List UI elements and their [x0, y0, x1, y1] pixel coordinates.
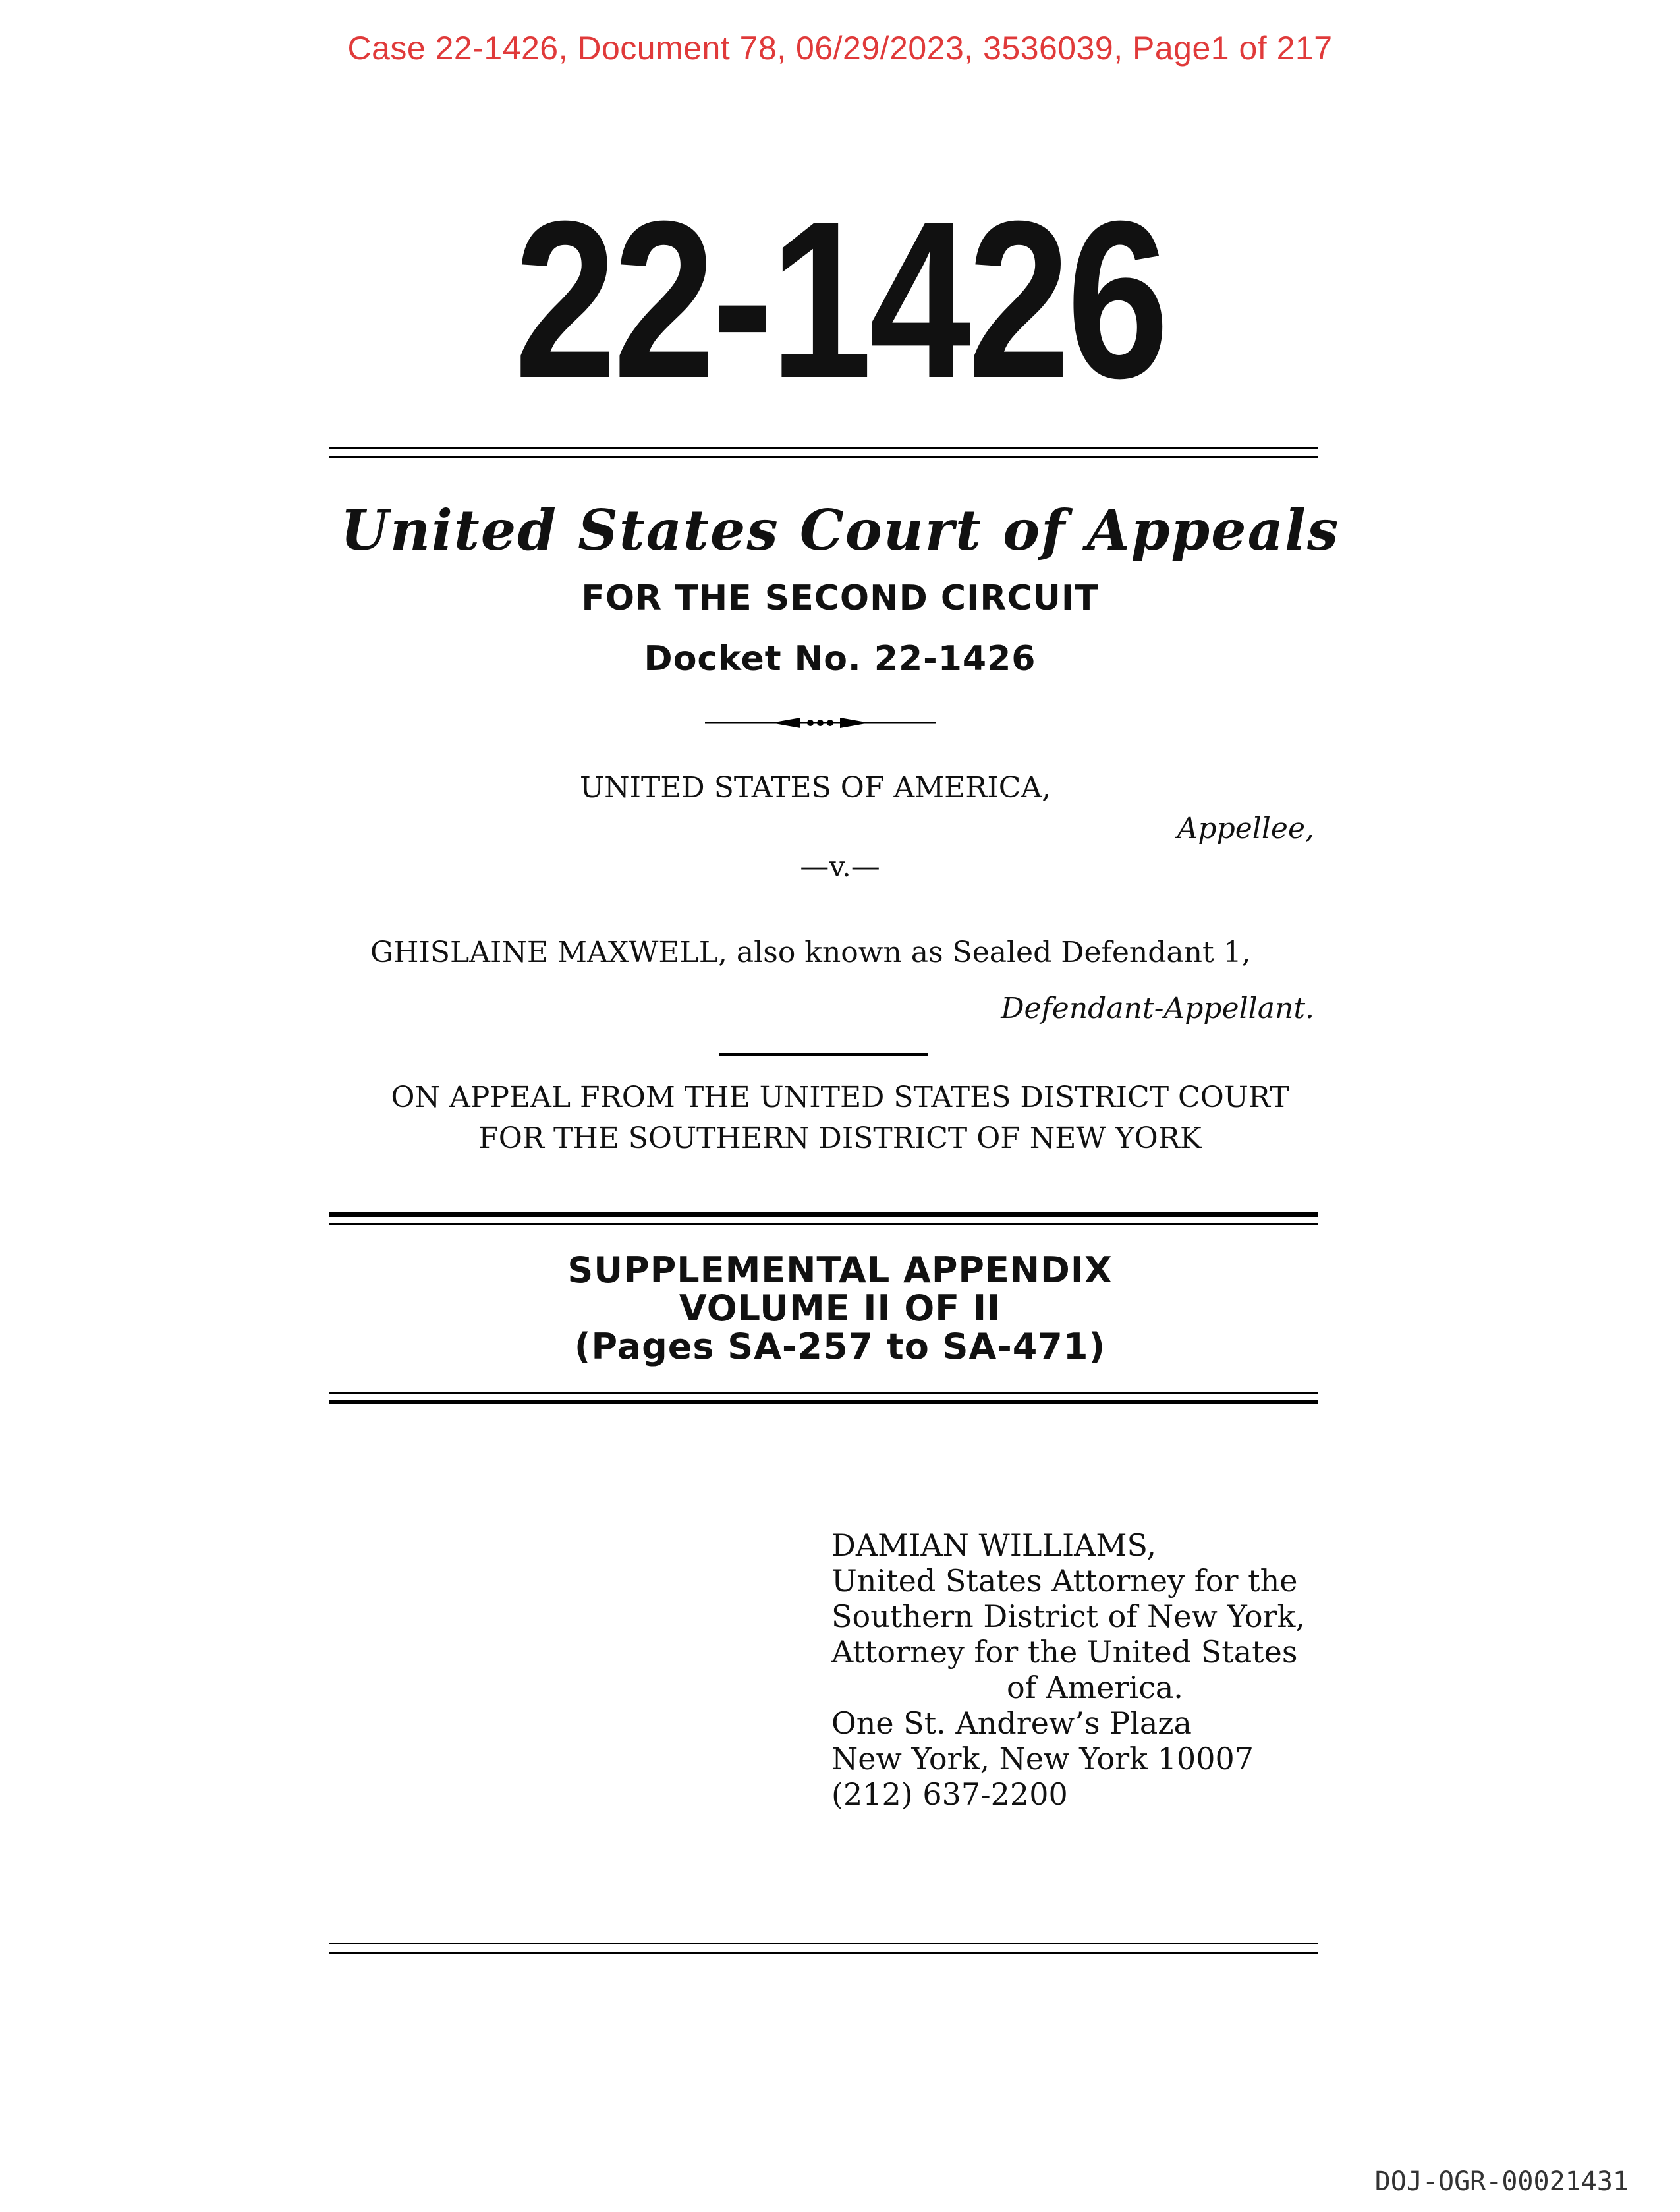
appellee-name: UNITED STATES OF AMERICA,: [580, 771, 1051, 805]
top-rule-2: [329, 456, 1318, 458]
attorney-title3: Attorney for the United States: [831, 1634, 1298, 1670]
bottom-rule-1: [329, 1943, 1318, 1944]
versus: —v.—: [800, 850, 880, 884]
title-line3: (Pages SA-257 to SA-471): [574, 1326, 1106, 1367]
appeal-from-line1: ON APPEAL FROM THE UNITED STATES DISTRICT COURT: [391, 1081, 1289, 1114]
title-rule-bottom-1: [329, 1392, 1318, 1394]
attorney-name: DAMIAN WILLIAMS,: [831, 1527, 1156, 1563]
bates-number: DOJ-OGR-00021431: [1374, 2167, 1629, 2197]
title-rule-top-1: [329, 1212, 1318, 1217]
attorney-title1: United States Attorney for the: [831, 1563, 1298, 1599]
ornament-divider: [705, 715, 936, 731]
attorney-phone: (212) 637-2200: [831, 1776, 1068, 1812]
attorney-title2: Southern District of New York,: [831, 1599, 1306, 1634]
attorney-title4: of America.: [1007, 1670, 1183, 1705]
short-divider: [719, 1053, 928, 1056]
docket-line: Docket No. 22-1426: [644, 639, 1036, 679]
appeal-from-line2: FOR THE SOUTHERN DISTRICT OF NEW YORK: [478, 1121, 1202, 1155]
title-line2: VOLUME II OF II: [679, 1288, 1001, 1329]
circuit-name: FOR THE SECOND CIRCUIT: [581, 579, 1099, 618]
court-name: United States Court of Appeals: [340, 497, 1340, 563]
docket-number-large: 22-1426: [514, 175, 1166, 425]
attorney-address2: New York, New York 10007: [831, 1741, 1254, 1776]
appellant-name: GHISLAINE MAXWELL, also known as Sealed Defendant 1,: [370, 936, 1251, 969]
title-rule-bottom-2: [329, 1400, 1318, 1404]
top-rule-1: [329, 447, 1318, 449]
case-header-stamp: Case 22-1426, Document 78, 06/29/2023, 3536039, Page1 of 217: [347, 30, 1333, 67]
bottom-rule-2: [329, 1952, 1318, 1954]
appellant-role: Defendant-Appellant.: [1001, 992, 1314, 1025]
title-rule-top-2: [329, 1223, 1318, 1225]
title-line1: SUPPLEMENTAL APPENDIX: [567, 1249, 1113, 1291]
attorney-address1: One St. Andrew’s Plaza: [831, 1705, 1192, 1741]
appellee-role: Appellee,: [1177, 812, 1314, 845]
